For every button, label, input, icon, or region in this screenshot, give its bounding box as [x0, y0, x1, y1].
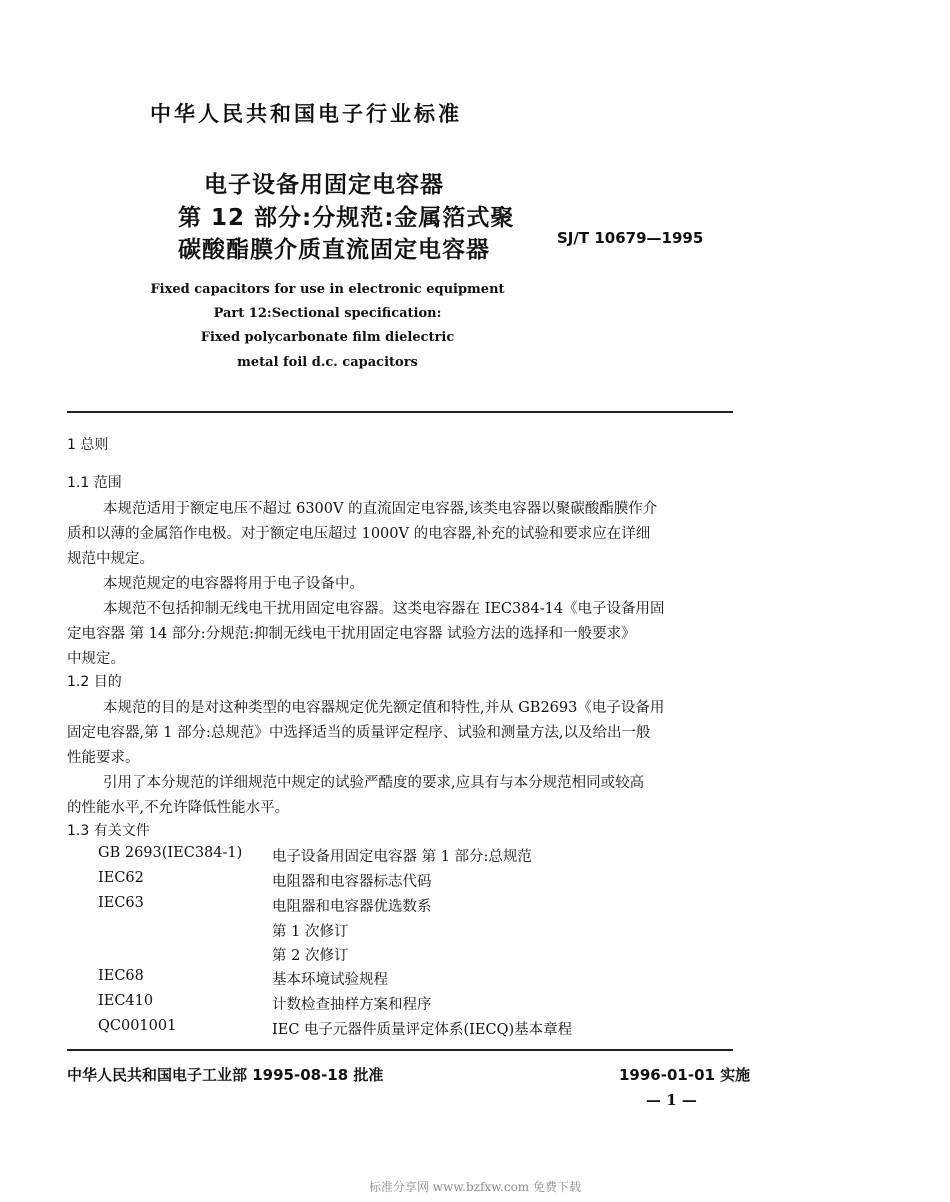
implementation-date: 1996-01-01 实施	[619, 1066, 751, 1084]
title-cn-line-1: 电子设备用固定电容器	[204, 172, 444, 198]
scope-paragraph-3-line-3: 中规定。	[67, 651, 125, 667]
scope-paragraph-3-line-1: 本规范不包括抑制无线电干扰用固定电容器。这类电容器在 IEC384-14《电子设备用固	[103, 601, 665, 617]
reference-title: 电阻器和电容器优选数系	[272, 899, 432, 915]
reference-code: IEC68	[98, 968, 144, 984]
approval-line: 中华人民共和国电子工业部 1995-08-18 批准	[67, 1066, 384, 1084]
issuing-organization: 中华人民共和国电子行业标准	[150, 102, 462, 126]
purpose-paragraph-2-line-1: 引用了本分规范的详细规范中规定的试验严酷度的要求,应具有与本分规范相同或较高	[103, 775, 645, 791]
reference-title: 电阻器和电容器标志代码	[272, 874, 432, 890]
scope-paragraph-1-line-2: 质和以薄的金属箔作电极。对于额定电压超过 1000V 的电容器,补充的试验和要求应在详细	[67, 526, 651, 542]
purpose-paragraph-1-line-3: 性能要求。	[67, 750, 140, 766]
reference-title: 第 1 次修订	[272, 924, 349, 940]
title-en-line-3: Fixed polycarbonate film dielectric	[200, 330, 455, 345]
reference-code: IEC63	[98, 895, 144, 911]
section-1-heading: 1 总则	[67, 437, 109, 453]
section-1-3-heading: 1.3 有关文件	[67, 823, 150, 839]
reference-title: IEC 电子元器件质量评定体系(IECQ)基本章程	[272, 1022, 573, 1038]
purpose-paragraph-2-line-2: 的性能水平,不允许降低性能水平。	[67, 800, 290, 816]
title-en-line-1: Fixed capacitors for use in electronic equipment	[150, 282, 505, 297]
purpose-paragraph-1-line-2: 固定电容器,第 1 部分:总规范》中选择适当的质量评定程序、试验和测量方法,以及给出一般	[67, 725, 651, 741]
top-divider	[67, 411, 733, 413]
reference-code: IEC62	[98, 870, 144, 886]
scope-paragraph-3-line-2: 定电容器 第 14 部分:分规范:抑制无线电干扰用固定电容器 试验方法的选择和一般要求》	[67, 626, 636, 642]
scope-paragraph-2: 本规范规定的电容器将用于电子设备中。	[103, 576, 364, 592]
scope-paragraph-1-line-1: 本规范适用于额定电压不超过 6300V 的直流固定电容器,该类电容器以聚碳酸酯膜作介	[103, 501, 658, 517]
section-1-2-heading: 1.2 目的	[67, 674, 122, 690]
watermark: 标准分享网 www.bzfxw.com 免费下载	[368, 1180, 582, 1194]
bottom-divider	[67, 1049, 733, 1051]
title-en-line-2: Part 12:Sectional specification:	[213, 306, 442, 321]
standard-code: SJ/T 10679—1995	[557, 229, 704, 247]
reference-title: 电子设备用固定电容器 第 1 部分:总规范	[272, 849, 532, 865]
reference-title: 第 2 次修订	[272, 948, 349, 964]
title-en-line-4: metal foil d.c. capacitors	[237, 355, 418, 370]
reference-title: 基本环境试验规程	[272, 972, 388, 988]
reference-title: 计数检查抽样方案和程序	[272, 997, 432, 1013]
reference-code: QC001001	[98, 1018, 177, 1034]
reference-code: GB 2693(IEC384-1)	[98, 845, 243, 861]
title-cn-line-3: 碳酸酯膜介质直流固定电容器	[178, 237, 490, 263]
purpose-paragraph-1-line-1: 本规范的目的是对这种类型的电容器规定优先额定值和特性,并从 GB2693《电子设备用	[103, 700, 665, 716]
scope-paragraph-1-line-3: 规范中规定。	[67, 551, 154, 567]
title-cn-line-2: 第 12 部分:分规范:金属箔式聚	[178, 205, 515, 231]
section-1-1-heading: 1.1 范围	[67, 475, 122, 491]
page-number: — 1 —	[646, 1091, 697, 1109]
reference-code: IEC410	[98, 993, 154, 1009]
